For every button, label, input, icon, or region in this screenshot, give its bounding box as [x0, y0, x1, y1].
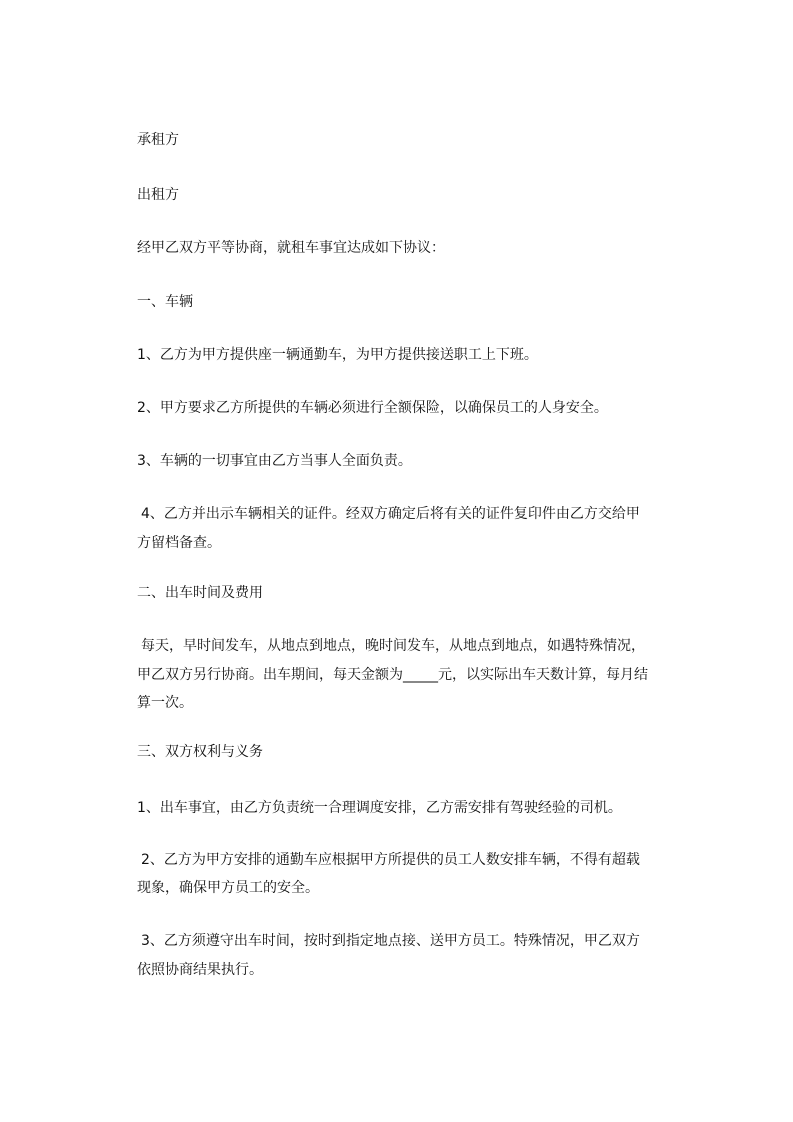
- schedule-line-2: 甲乙双方另行协商。出车期间，每天金额为_____元，以实际出车天数计算，每月结: [137, 667, 648, 683]
- section-heading-schedule-fees: 二、出车时间及费用: [137, 585, 263, 601]
- schedule-line-1: 每天，早时间发车，从地点到地点，晚时间发车，从地点到地点，如遇特殊情况，: [141, 638, 645, 654]
- clause-1-3: 3、车辆的一切事宜由乙方当事人全面负责。: [137, 453, 412, 469]
- clause-3-3-line-1: 3、乙方须遵守出车时间，按时到指定地点接、送甲方员工。特殊情况，甲乙双方: [141, 933, 640, 949]
- clause-3-2-line-2: 现象，确保甲方员工的安全。: [137, 880, 319, 896]
- clause-3-3-line-2: 依照协商结果执行。: [137, 962, 263, 978]
- clause-1-4-line-1: 4、乙方并出示车辆相关的证件。经双方确定后将有关的证件复印件由乙方交给甲: [141, 506, 640, 522]
- lessor-line: 出租方: [137, 187, 179, 203]
- clause-3-1: 1、出车事宜，由乙方负责统一合理调度安排，乙方需安排有驾驶经验的司机。: [137, 800, 622, 816]
- clause-3-2-line-1: 2、乙方为甲方安排的通勤车应根据甲方所提供的员工人数安排车辆，不得有超载: [141, 852, 640, 868]
- section-heading-rights-duties: 三、双方权利与义务: [137, 744, 263, 760]
- schedule-line-3: 算一次。: [137, 695, 193, 711]
- intro-paragraph: 经甲乙双方平等协商，就租车事宜达成如下协议：: [137, 240, 445, 256]
- clause-1-4-line-2: 方留档备查。: [137, 535, 221, 551]
- clause-1-2: 2、甲方要求乙方所提供的车辆必须进行全额保险，以确保员工的人身安全。: [137, 400, 608, 416]
- clause-1-1: 1、乙方为甲方提供座一辆通勤车，为甲方提供接送职工上下班。: [137, 347, 538, 363]
- lessee-line: 承租方: [137, 132, 179, 148]
- section-heading-vehicle: 一、车辆: [137, 294, 193, 310]
